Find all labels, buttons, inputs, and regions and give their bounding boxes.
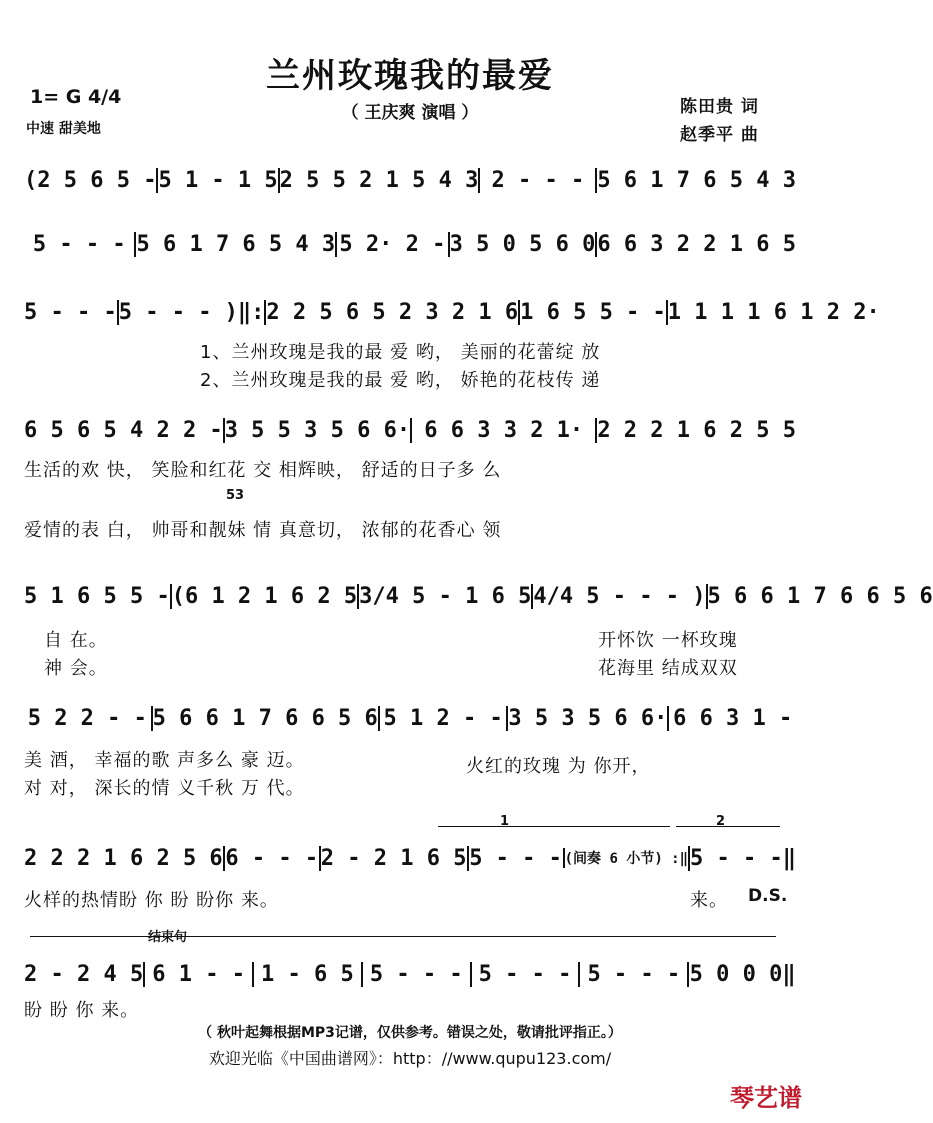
measure: 5 - - - xyxy=(470,962,579,987)
measure: 5 - - -‖ xyxy=(690,845,797,871)
measure: 6 6 3 1 - xyxy=(667,706,796,731)
lyric-verse1: 美 酒， 幸福的歌 声多么 豪 迈。 xyxy=(24,750,305,771)
lyric-verse2: 对 对， 深长的情 义千秋 万 代。 xyxy=(24,778,305,799)
measure: 2 - 2 1 6 5 xyxy=(320,845,467,871)
measure: 2 - 2 4 5 xyxy=(24,961,144,987)
measure: 3/4 5 - 1 6 5 xyxy=(359,583,532,609)
lyric-line: 火样的热情盼 你 盼 盼你 来。 xyxy=(24,890,279,911)
lyric-verse2: 爱情的表 白， 帅哥和靓妹 情 真意切， 浓郁的花香心 领 xyxy=(24,520,502,541)
measure: 6 - - - xyxy=(223,846,319,871)
measure: 5 1 - 1 5 xyxy=(158,167,278,193)
staff-3 xyxy=(24,292,880,332)
measure: 6 5 6 5 4 2 2 - xyxy=(24,417,223,443)
measure: 2 2 2 1 6 2 5 5 xyxy=(597,417,796,443)
measure-interlude: (间奏 6 小节) :‖ xyxy=(563,848,688,868)
lyric-chorus: 火红的玫瑰 为 你开， xyxy=(466,756,651,777)
staff-5 xyxy=(24,576,933,616)
measure: 5 - - - xyxy=(467,846,563,871)
staff-2 xyxy=(24,224,796,264)
measure: 2 2 5 6 5 2 3 2 1 6 xyxy=(266,299,519,325)
measure: 1 6 5 5 - - xyxy=(520,299,666,325)
measure: (6 1 2 1 6 2 5 xyxy=(171,583,358,609)
lyric-verse1-cont: 开怀饮 一杯玫瑰 xyxy=(598,630,738,651)
staff-4 xyxy=(24,410,796,450)
ending-bracket-1 xyxy=(438,826,670,827)
closing-label: 结束句 xyxy=(148,930,188,945)
lyric-verse2: 神 会。 xyxy=(44,658,108,679)
measure: 5 6 6 1 7 6 6 5 6 xyxy=(152,705,378,731)
ending-number-1: 1 xyxy=(500,814,510,829)
staff-8 xyxy=(24,954,796,994)
measure: 4/4 5 - - - ) xyxy=(533,583,706,609)
measure: 1 - 6 5 xyxy=(252,962,361,987)
staff-6 xyxy=(24,698,796,738)
measure: 5 6 1 7 6 5 4 3 xyxy=(597,167,796,193)
measure: 5 - - - xyxy=(24,299,117,325)
measure: 3 5 0 5 6 0 xyxy=(449,231,596,257)
lyric-verse1: 1、兰州玫瑰是我的最 爱 哟， 美丽的花蕾绽 放 xyxy=(200,342,601,363)
composer: 赵季平 曲 xyxy=(680,125,759,145)
staff-7 xyxy=(24,838,796,878)
ending-number-2: 2 xyxy=(716,814,726,829)
footnote: （ 秋叶起舞根据MP3记谱，仅供参考。错误之处，敬请批评指正。） xyxy=(198,1025,622,1041)
measure: 5 2 2 - - xyxy=(27,705,147,731)
measure: 5 6 6 1 7 6 6 5 6 xyxy=(707,583,933,609)
site-logo: 琴艺谱 xyxy=(730,1084,802,1112)
staff-1 xyxy=(24,160,796,200)
measure: 2 2 2 1 6 2 5 6 xyxy=(24,845,223,871)
measure: 6 1 - - xyxy=(143,962,252,987)
measure: 5 - - - xyxy=(361,962,470,987)
song-title: 兰州玫瑰我的最爱 xyxy=(266,56,554,96)
measure: 5 2· 2 - xyxy=(335,232,447,257)
measure: 5 - - - xyxy=(578,962,687,987)
measure: 5 1 6 5 5 - xyxy=(24,583,170,609)
lyric-verse2: 2、兰州玫瑰是我的最 爱 哟， 娇艳的花枝传 递 xyxy=(200,370,601,391)
ending-bracket-2 xyxy=(676,826,780,827)
tempo-marking: 中速 甜美地 xyxy=(26,121,101,137)
lyric-final: 盼 盼 你 来。 xyxy=(24,1000,140,1021)
measure: 2 5 5 2 1 5 4 3 xyxy=(279,167,479,193)
lyric-ending: 来。 xyxy=(690,890,728,911)
lyricist: 陈田贵 词 xyxy=(680,97,759,117)
lyric-verse2-cont: 花海里 结成双双 xyxy=(598,658,738,679)
lyric-verse1: 生活的欢 快， 笑脸和红花 交 相辉映， 舒适的日子多 么 xyxy=(24,460,502,481)
measure: 5 0 0 0‖ xyxy=(687,962,796,987)
measure: (2 5 6 5 - xyxy=(24,167,157,193)
measure: 6 6 3 3 2 1· xyxy=(410,418,595,443)
measure: 5 - - - )‖: xyxy=(118,299,265,325)
measure: 5 1 2 - - xyxy=(378,706,507,731)
key-signature: 1= G 4/4 xyxy=(30,86,122,108)
dal-segno: D.S. xyxy=(748,886,788,906)
measure: 6 6 3 2 2 1 6 5 xyxy=(597,231,797,257)
measure: 3 5 5 3 5 6 6· xyxy=(224,417,411,443)
measure: 1 1 1 1 6 1 2 2· xyxy=(667,299,880,325)
performer: （ 王庆爽 演唱 ） xyxy=(341,103,479,123)
alt-notes: 53 xyxy=(226,488,245,503)
site-link[interactable]: 欢迎光临《中国曲谱网》：http：//www.qupu123.com/ xyxy=(208,1049,612,1068)
measure: 5 - - - xyxy=(32,231,126,257)
measure: 3 5 3 5 6 6· xyxy=(508,705,668,731)
measure: 2 - - - xyxy=(478,168,595,193)
lyric-verse1: 自 在。 xyxy=(44,630,108,651)
closing-bracket xyxy=(30,936,776,937)
measure: 5 6 1 7 6 5 4 3 xyxy=(136,231,336,257)
